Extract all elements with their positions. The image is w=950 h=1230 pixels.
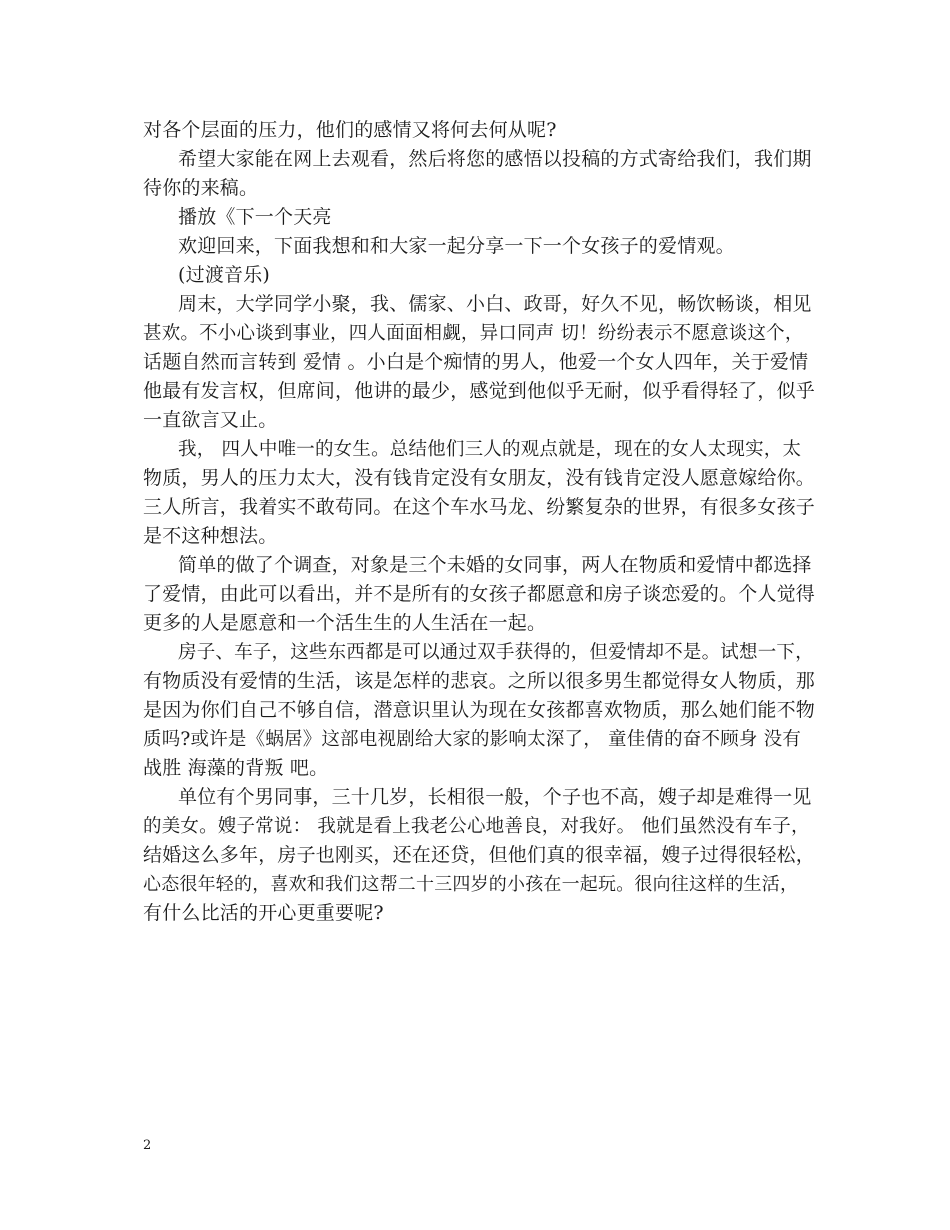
text-line: 对各个层面的压力，他们的感情又将何去何从呢? xyxy=(143,119,557,141)
text-line: 简单的做了个调查，对象是三个未婚的女同事，两人在物质和爱情中都选择 xyxy=(178,554,812,576)
text-line: 周末，大学同学小聚，我、儒家、小白、政哥，好久不见，畅饮畅谈，相见 xyxy=(178,293,812,315)
text-line: 结婚这么多年，房子也刚买，还在还贷，但他们真的很幸福，嫂子过得很轻松， xyxy=(143,844,816,866)
text-line: 三人所言，我着实不敢苟同。在这个车水马龙、纷繁复杂的世界，有很多女孩子 xyxy=(143,496,816,518)
text-line: 了爱情，由此可以看出，并不是所有的女孩子都愿意和房子谈恋爱的。个人觉得 xyxy=(143,583,816,605)
text-line: 一直欲言又止。 xyxy=(143,409,278,431)
text-line: 有物质没有爱情的生活，该是怎样的悲哀。之所以很多男生都觉得女人物质，那 xyxy=(143,670,816,692)
text-line: (过渡音乐) xyxy=(178,264,271,286)
text-line: 话题自然而言转到 爱情 。小白是个痴情的男人，他爱一个女人四年，关于爱情 xyxy=(143,351,809,373)
text-line: 待你的来稿。 xyxy=(143,177,259,199)
text-line: 房子、车子，这些东西都是可以通过双手获得的，但爱情却不是。试想一下， xyxy=(178,642,814,663)
text-line: 心态很年轻的，喜欢和我们这帮二十三四岁的小孩在一起玩。很向往这样的生活， xyxy=(143,874,799,895)
text-line: 更多的人是愿意和一个活生生的人生活在一起。 xyxy=(143,612,547,634)
text-line: 希望大家能在网上去观看，然后将您的感悟以投稿的方式寄给我们，我们期 xyxy=(178,148,812,170)
text-line: 的美女。嫂子常说： 我就是看上我老公心地善良，对我好。 他们虽然没有车子， xyxy=(143,816,810,837)
text-line: 我， 四人中唯一的女生。总结他们三人的观点就是，现在的女人太现实，太 xyxy=(178,439,802,460)
text-line: 播放《下一个天亮 xyxy=(178,206,332,228)
body-text xyxy=(143,116,815,928)
page-number: 2 xyxy=(143,1138,152,1153)
text-line: 质吗?或许是《蜗居》这部电视剧给大家的影响太深了， 童佳倩的奋不顾身 没有 xyxy=(143,729,802,750)
text-line: 欢迎回来，下面我想和和大家一起分享一下一个女孩子的爱情观。 xyxy=(178,235,735,257)
text-line: 有什么比活的开心更重要呢? xyxy=(143,902,384,924)
text-line: 是因为你们自己不够自信，潜意识里认为现在女孩都喜欢物质，那么她们能不物 xyxy=(143,699,816,721)
text-line: 物质，男人的压力太大，没有钱肯定没有女朋友，没有钱肯定没人愿意嫁给你。 xyxy=(143,467,816,489)
text-line: 单位有个男同事，三十几岁，长相很一般，个子也不高，嫂子却是难得一见 xyxy=(178,786,812,808)
text-line: 战胜 海藻的背叛 吧。 xyxy=(143,757,329,779)
text-line: 甚欢。不小心谈到事业，四人面面相觑，异口同声 切！纷纷表示不愿意谈这个， xyxy=(143,323,804,344)
text-line: 他最有发言权，但席间，他讲的最少，感觉到他似乎无耐，似乎看得轻了，似乎 xyxy=(143,380,816,402)
text-line: 是不这种想法。 xyxy=(143,525,278,547)
